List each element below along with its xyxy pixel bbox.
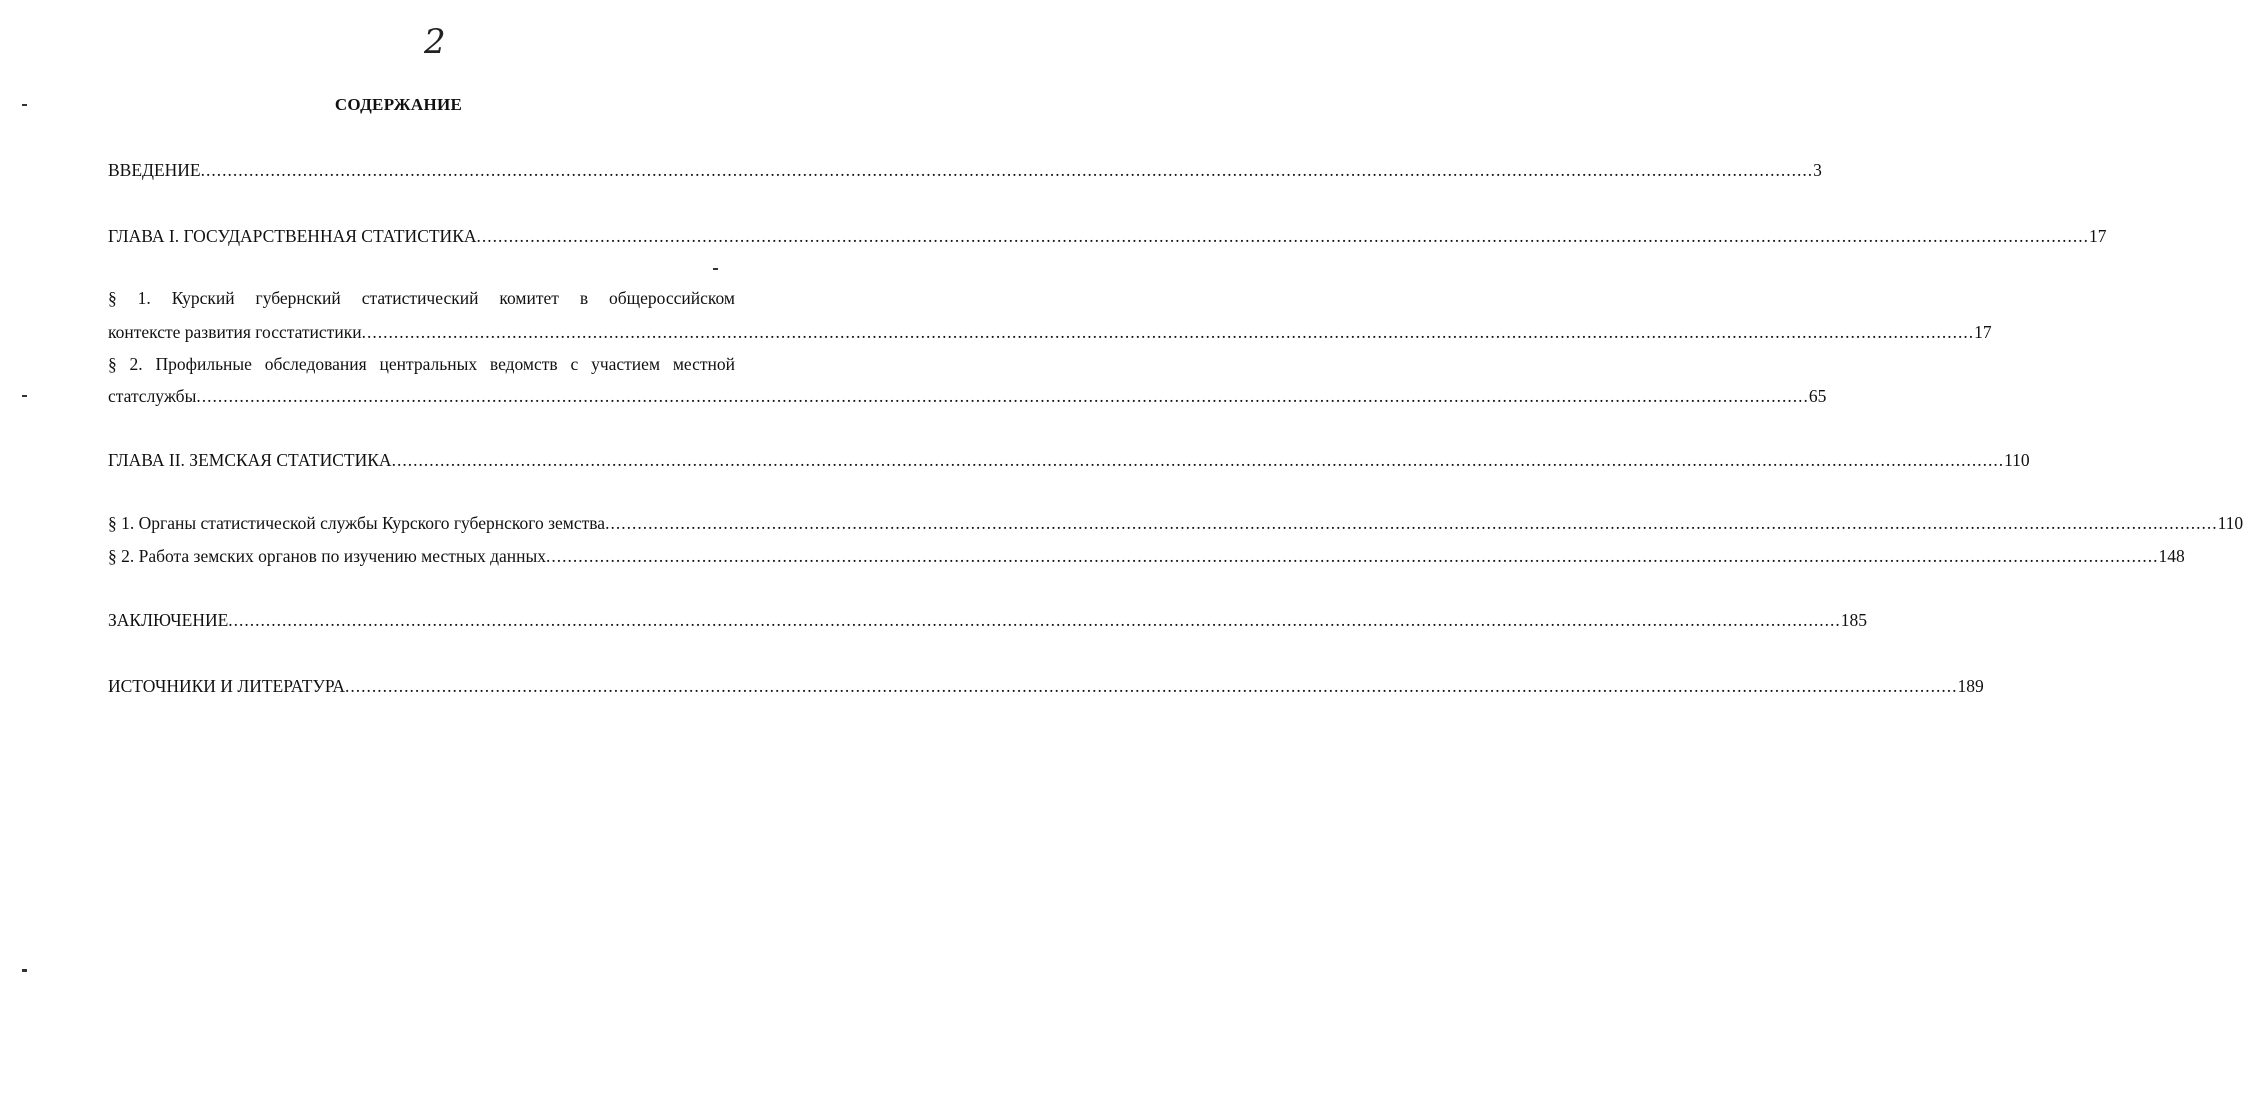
scan-artifact (22, 104, 27, 106)
toc-entry-ch1-s1 (108, 322, 1992, 342)
toc-entry-ch1-s2-line1: § 2. Профильные обследования центральных ведомств с участием местной (108, 354, 735, 374)
scan-artifact (22, 395, 27, 397)
dot-leader: ............................................................................................................................................................................................................................................................................................................ (605, 513, 2218, 533)
dot-leader: ............................................................................................................................................................................................................................................................................................................ (228, 610, 1841, 630)
toc-entry-ch1-s2 (108, 386, 1827, 406)
handwritten-page-number: 2 (424, 22, 446, 62)
toc-label: ГЛАВА I. ГОСУДАРСТВЕННАЯ СТАТИСТИКА (108, 226, 477, 246)
dot-leader: ............................................................................................................................................................................................................................................................................................................ (391, 450, 2005, 470)
toc-page: 189 (1957, 676, 1984, 696)
toc-label: ВВЕДЕНИЕ (108, 160, 201, 180)
toc-page: 3 (1813, 160, 1822, 180)
toc-label: ГЛАВА II. ЗЕМСКАЯ СТАТИСТИКА (108, 450, 392, 470)
toc-page: 65 (1808, 386, 1827, 406)
scan-artifact (713, 268, 718, 270)
dot-leader: ............................................................................................................................................................................................................................................................................................................ (345, 676, 1958, 696)
dot-leader: ............................................................................................................................................................................................................................................................................................................ (476, 226, 2089, 246)
toc-entry-ch2-s2 (108, 546, 2185, 566)
dot-leader: ............................................................................................................................................................................................................................................................................................................ (361, 322, 1975, 342)
dot-leader: ............................................................................................................................................................................................................................................................................................................ (200, 160, 1814, 180)
toc-entry-ch2-s1 (108, 513, 2243, 533)
page-title: СОДЕРЖАНИЕ (334, 95, 463, 114)
dot-leader: ............................................................................................................................................................................................................................................................................................................ (196, 386, 1809, 406)
toc-entry-ch1-s1-line1: § 1. Курский губернский статистический комитет в общероссийском (108, 288, 735, 308)
toc-entry-conclusion (108, 610, 1868, 630)
toc-label: контексте развития госстатистики (108, 322, 362, 342)
toc-label: статслужбы (108, 386, 197, 406)
toc-label: ИСТОЧНИКИ И ЛИТЕРАТУРА (108, 676, 346, 696)
toc-page: 17 (2089, 226, 2107, 246)
toc-page: 185 (1840, 610, 1868, 630)
toc-entry-intro (108, 160, 1822, 180)
dot-leader: ............................................................................................................................................................................................................................................................................................................ (546, 546, 2159, 566)
toc-entry-sources (108, 676, 1984, 696)
toc-entry-chapter2 (108, 450, 2030, 470)
toc-page: 148 (2158, 546, 2185, 566)
toc-entry-chapter1 (108, 226, 2107, 246)
toc-page: 17 (1974, 322, 1992, 342)
toc-label: § 1. Органы статистической службы Курского губернского земства (108, 513, 606, 533)
toc-label: § 2. Работа земских органов по изучению местных данных (108, 546, 547, 566)
scan-artifact (22, 969, 27, 972)
toc-page: 110 (2004, 450, 2030, 470)
toc-page: 110 (2217, 513, 2243, 533)
toc-label: ЗАКЛЮЧЕНИЕ (108, 610, 229, 630)
